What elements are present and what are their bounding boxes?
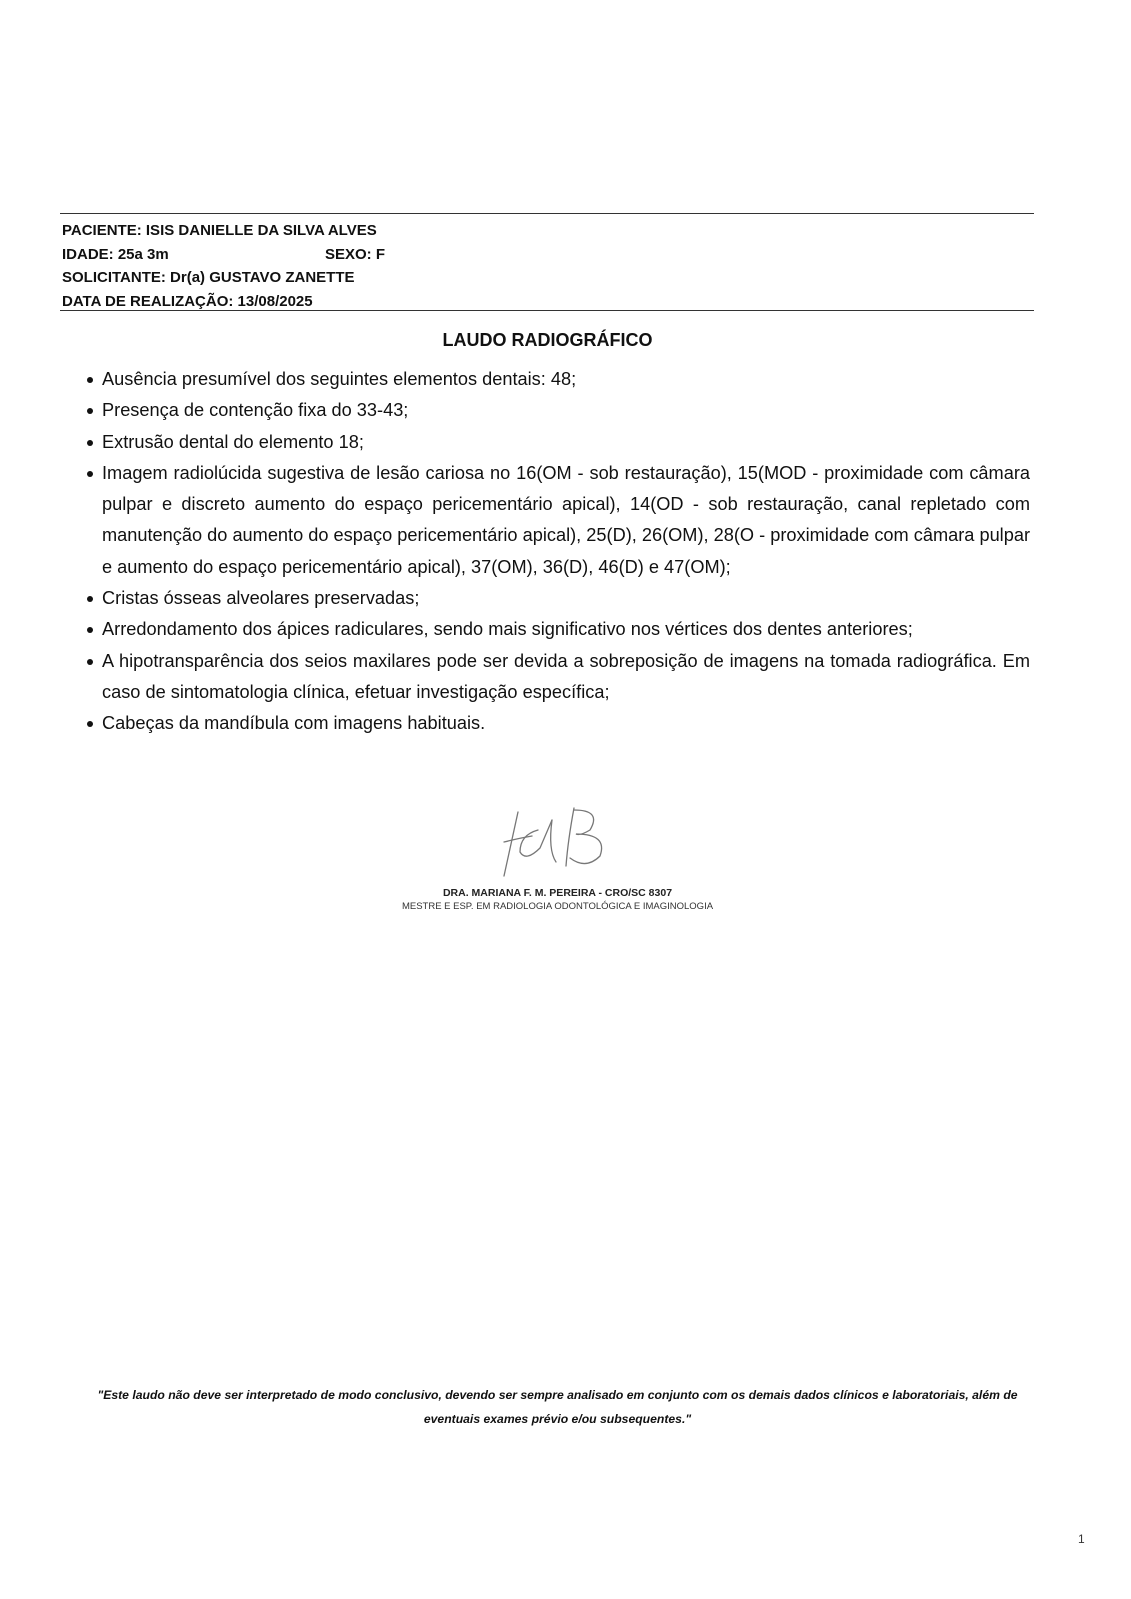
exam-date: DATA DE REALIZAÇÃO: 13/08/2025 [62, 292, 313, 310]
handwritten-signature [490, 800, 620, 880]
list-item: Imagem radiolúcida sugestiva de lesão cariosa no 16(OM - sob restauração), 15(MOD - proximidade com câmara pulpar e discreto aumento do espaço pericementário apical), 14(OD - sob restauração, canal repletado com manutenção do aumento do espaço pericementário apical), 25(D), 26(OM), 28(O - proximidade com câmara pulpar e aumento do espaço pericementário apical), 37(OM), 36(D), 46(D) e 47(OM); [102, 458, 1030, 583]
report-title: LAUDO RADIOGRÁFICO [442, 330, 653, 350]
patient-header [60, 213, 1034, 311]
list-item: Cristas ósseas alveolares preservadas; [102, 583, 1030, 614]
list-item: Extrusão dental do elemento 18; [102, 427, 1030, 458]
findings-list [102, 364, 1030, 740]
age-sex-row [62, 243, 1034, 267]
requester: SOLICITANTE: Dr(a) GUSTAVO ZANETTE [62, 269, 355, 286]
page-number: 1 [1078, 1532, 1085, 1546]
list-item: Presença de contenção fixa do 33-43; [102, 395, 1030, 426]
signatory-credentials: MESTRE E ESP. EM RADIOLOGIA ODONTOLÓGICA E IMAGINOLOGIA [401, 901, 714, 912]
list-item: A hipotransparência dos seios maxilares pode ser devida a sobreposição de imagens na tomada radiográfica. Em caso de sintomatologia clínica, efetuar investigação específica; [102, 646, 1030, 709]
list-item: Cabeças da mandíbula com imagens habituais. [102, 708, 1030, 739]
patient-age: IDADE: 25a 3m [62, 245, 169, 263]
signatory-name: DRA. MARIANA F. M. PEREIRA - CRO/SC 8307 [442, 887, 673, 899]
patient-sex: SEXO: F [325, 245, 386, 263]
disclaimer: "Este laudo não deve ser interpretado de modo conclusivo, devendo ser sempre analisado em conjunto com os demais dados clínicos e laboratoriais, além de eventuais exames prévio e/ou subsequentes." [97, 1388, 1018, 1426]
list-item: Arredondamento dos ápices radiculares, sendo mais significativo nos vértices dos dentes anteriores; [102, 614, 1030, 645]
patient-name: PACIENTE: ISIS DANIELLE DA SILVA ALVES [62, 222, 377, 239]
list-item: Ausência presumível dos seguintes elementos dentais: 48; [102, 364, 1030, 395]
